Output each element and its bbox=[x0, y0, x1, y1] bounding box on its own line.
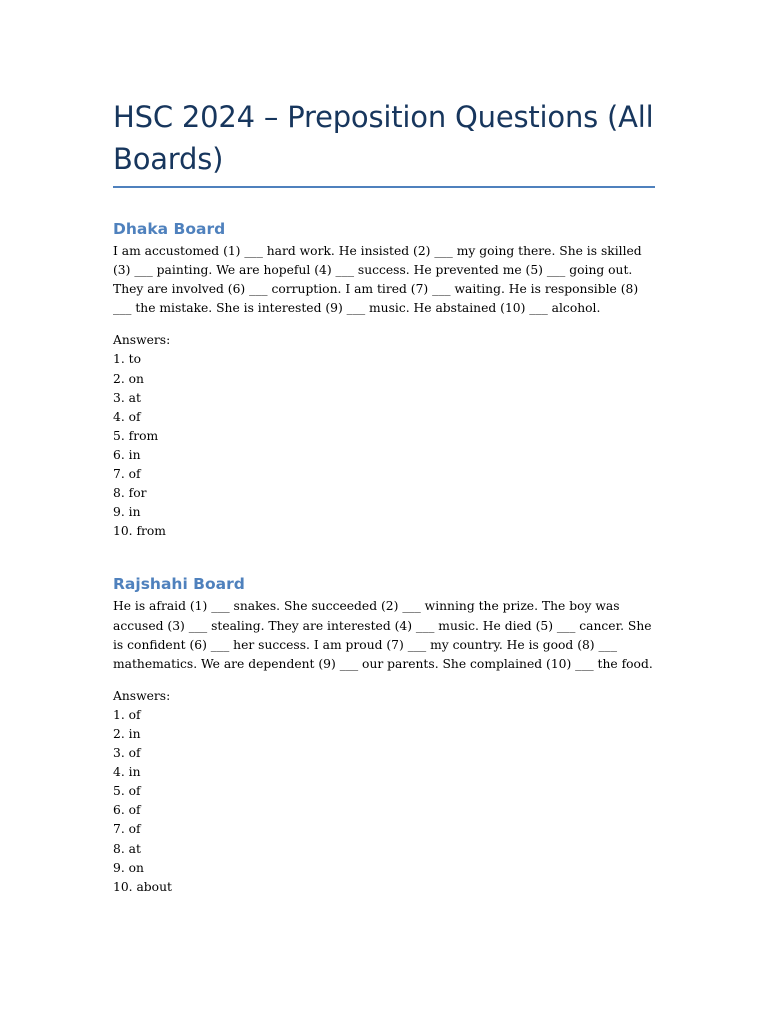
document-title: HSC 2024 – Preposition Questions (All Boards) bbox=[113, 100, 654, 176]
answer-item: 10. from bbox=[113, 524, 166, 539]
answer-item: 3. at bbox=[113, 390, 141, 405]
answer-item: 1. of bbox=[113, 707, 141, 722]
answer-item: 5. of bbox=[113, 784, 141, 799]
answer-item: 1. to bbox=[113, 352, 141, 367]
answer-list bbox=[113, 350, 658, 541]
answer-item: 5. from bbox=[113, 428, 159, 443]
answer-item: 7. of bbox=[113, 822, 141, 837]
answer-item: 9. in bbox=[113, 505, 141, 520]
section-rajshahi-board bbox=[113, 574, 658, 896]
question-passage: He is afraid (1) ___ snakes. She succeeded (2) ___ winning the prize. The boy was accused (3) ___ stealing. They are interested (4) ___ music. He died (5) ___ cancer. She is confident (6) ___ her success. I am proud (7) ___ my country. He is good (8) ___ mathematics. We are dependent (9) ___ our parents. She complained (10) ___ the food. bbox=[113, 599, 653, 671]
answer-list bbox=[113, 706, 658, 897]
answer-item: 3. of bbox=[113, 746, 141, 761]
answer-item: 2. on bbox=[113, 371, 144, 386]
question-passage: I am accustomed (1) ___ hard work. He insisted (2) ___ my going there. She is skilled (3) ___ painting. We are hopeful (4) ___ success. He prevented me (5) ___ going out. They are involved (6) ___ corruption. I am tired (7) ___ waiting. He is responsible (8) ___ the mistake. She is interested (9) ___ music. He abstained (10) ___ alcohol. bbox=[113, 244, 642, 316]
answer-item: 6. in bbox=[113, 447, 141, 462]
answer-item: 10. about bbox=[113, 879, 172, 894]
section-heading: Rajshahi Board bbox=[113, 575, 245, 594]
answer-item: 8. for bbox=[113, 486, 147, 501]
answer-item: 9. on bbox=[113, 860, 144, 875]
section-heading: Dhaka Board bbox=[113, 220, 226, 238]
answer-item: 2. in bbox=[113, 726, 141, 741]
section-dhaka-board bbox=[113, 219, 658, 541]
document-page bbox=[113, 96, 658, 897]
answers-label: Answers: bbox=[113, 688, 171, 703]
answers-label: Answers: bbox=[113, 333, 171, 348]
answer-item: 6. of bbox=[113, 803, 141, 818]
answer-item: 8. at bbox=[113, 841, 141, 856]
title-divider bbox=[113, 186, 655, 188]
answer-item: 7. of bbox=[113, 467, 141, 482]
answer-item: 4. in bbox=[113, 765, 141, 780]
answer-item: 4. of bbox=[113, 409, 141, 424]
